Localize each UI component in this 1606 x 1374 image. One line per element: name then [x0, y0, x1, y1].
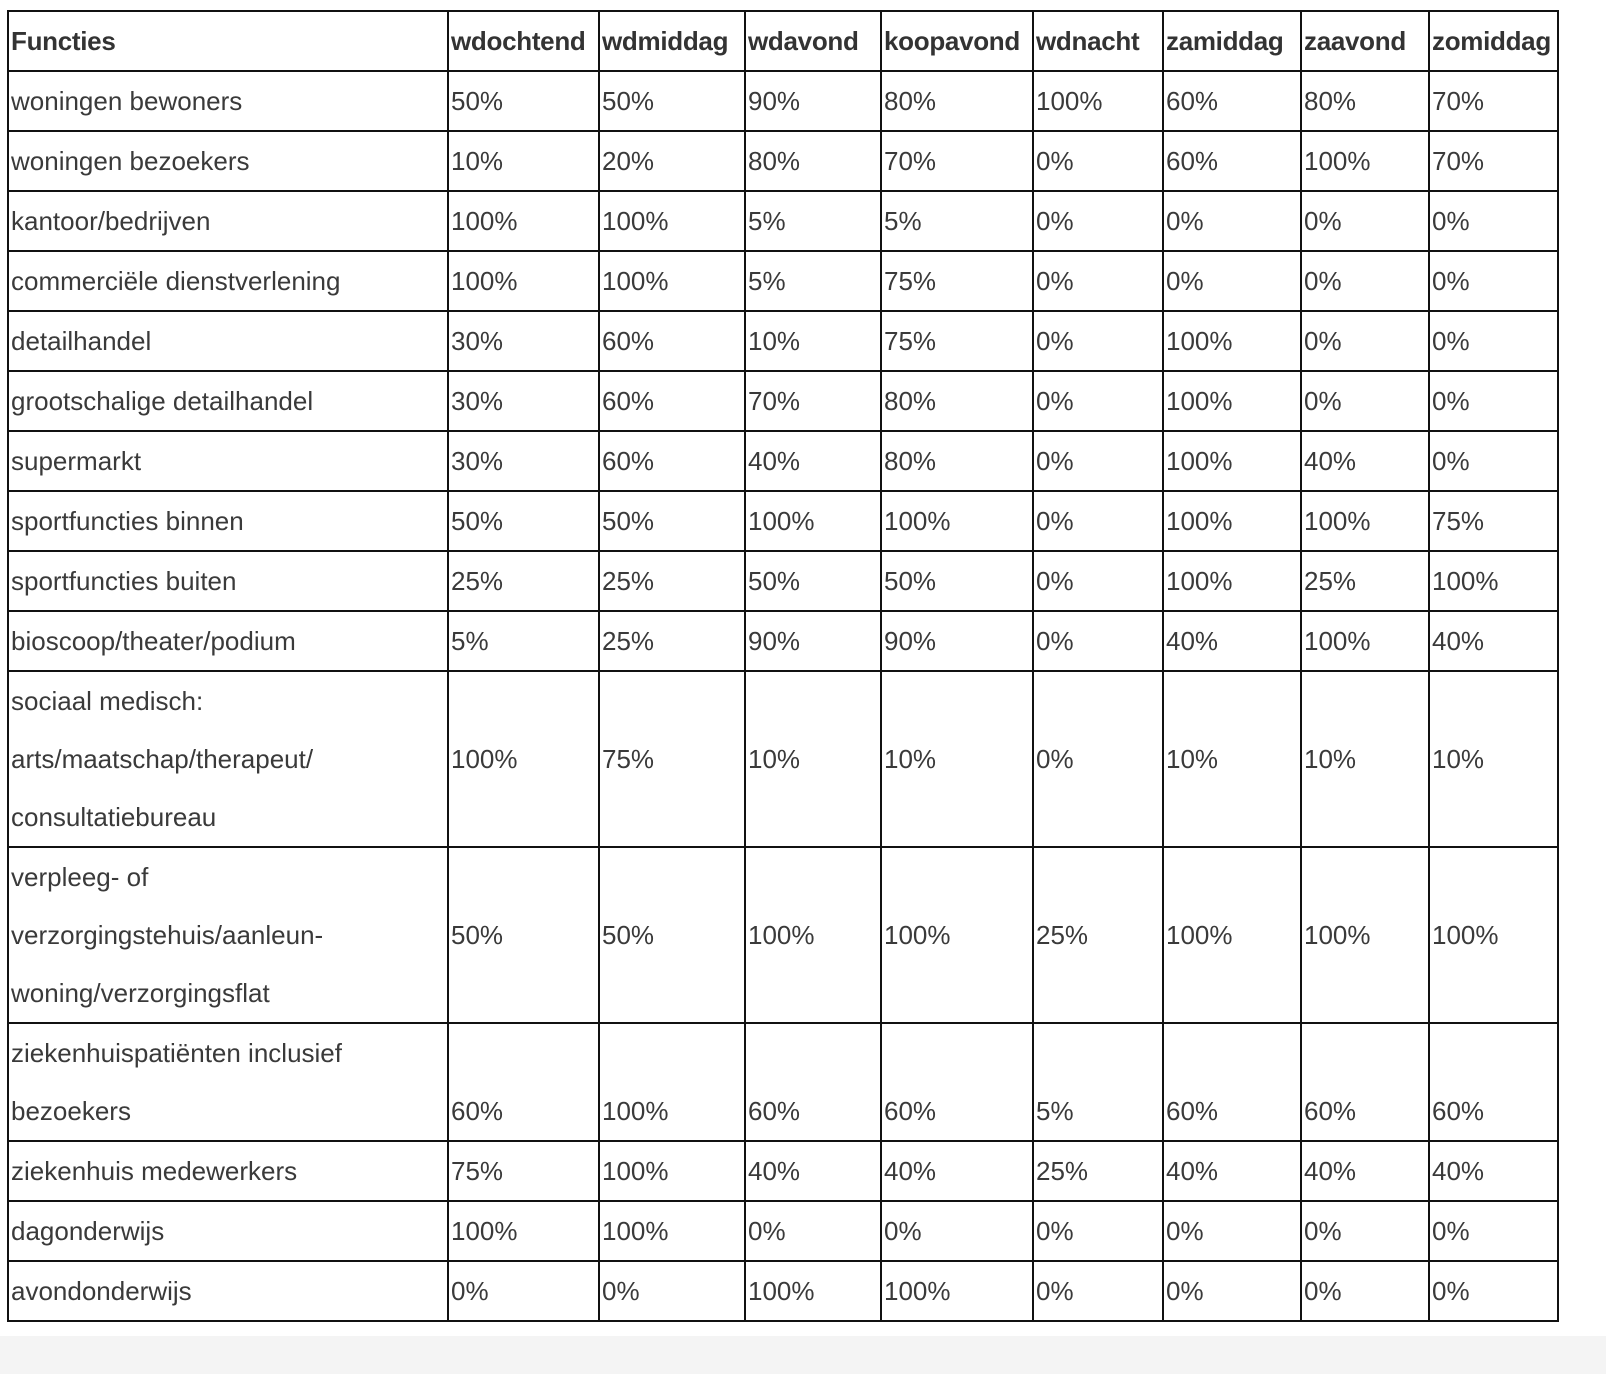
cell-wdochtend: 10% — [448, 131, 599, 191]
cell-zomiddag: 0% — [1429, 251, 1558, 311]
cell-zaavond: 40% — [1301, 1141, 1429, 1201]
cell-wdnacht: 0% — [1033, 1261, 1163, 1321]
column-header-wdnacht: wdnacht — [1033, 11, 1163, 71]
cell-wdochtend: 5% — [448, 611, 599, 671]
table-row — [8, 491, 1558, 551]
cell-wdnacht: 0% — [1033, 311, 1163, 371]
row-label — [8, 371, 448, 431]
cell-wdochtend: 50% — [448, 71, 599, 131]
cell-zaavond: 0% — [1301, 371, 1429, 431]
column-header-zaavond: zaavond — [1301, 11, 1429, 71]
cell-zaavond: 100% — [1301, 611, 1429, 671]
cell-koopavond: 100% — [881, 1261, 1033, 1321]
row-label-line: ziekenhuispatiënten inclusief — [11, 1038, 342, 1068]
cell-wdavond: 100% — [745, 491, 881, 551]
cell-wdochtend: 100% — [448, 1201, 599, 1261]
cell-zamiddag: 100% — [1163, 847, 1301, 1023]
cell-wdavond: 100% — [745, 1261, 881, 1321]
cell-wdmiddag: 50% — [599, 847, 745, 1023]
cell-wdochtend: 30% — [448, 371, 599, 431]
cell-zomiddag: 60% — [1429, 1023, 1558, 1141]
cell-wdmiddag: 100% — [599, 1141, 745, 1201]
cell-wdmiddag: 100% — [599, 191, 745, 251]
cell-koopavond: 50% — [881, 551, 1033, 611]
cell-wdavond: 90% — [745, 71, 881, 131]
column-header-zomiddag: zomiddag — [1429, 11, 1558, 71]
row-label — [8, 611, 448, 671]
row-label-line: verpleeg- of — [11, 862, 149, 892]
cell-wdavond: 10% — [745, 311, 881, 371]
cell-wdochtend: 50% — [448, 491, 599, 551]
cell-zamiddag: 0% — [1163, 191, 1301, 251]
row-label — [8, 191, 448, 251]
cell-zomiddag: 0% — [1429, 431, 1558, 491]
cell-zomiddag: 40% — [1429, 611, 1558, 671]
cell-wdochtend: 0% — [448, 1261, 599, 1321]
cell-wdnacht: 0% — [1033, 491, 1163, 551]
cell-zamiddag: 100% — [1163, 371, 1301, 431]
cell-wdmiddag: 25% — [599, 551, 745, 611]
cell-koopavond: 0% — [881, 1201, 1033, 1261]
cell-wdmiddag: 0% — [599, 1261, 745, 1321]
cell-koopavond: 80% — [881, 371, 1033, 431]
cell-wdnacht: 0% — [1033, 251, 1163, 311]
table-row — [8, 311, 1558, 371]
row-label-line: detailhandel — [11, 326, 152, 356]
cell-zamiddag: 0% — [1163, 251, 1301, 311]
cell-zomiddag: 100% — [1429, 847, 1558, 1023]
cell-wdochtend: 30% — [448, 311, 599, 371]
row-label-line: sociaal medisch: — [11, 686, 204, 716]
table-row — [8, 1261, 1558, 1321]
cell-zaavond: 100% — [1301, 847, 1429, 1023]
cell-zamiddag: 10% — [1163, 671, 1301, 847]
column-header-functies: Functies — [8, 11, 448, 71]
cell-zaavond: 60% — [1301, 1023, 1429, 1141]
row-label — [8, 311, 448, 371]
cell-koopavond: 70% — [881, 131, 1033, 191]
cell-wdnacht: 0% — [1033, 671, 1163, 847]
cell-wdmiddag: 25% — [599, 611, 745, 671]
table-row — [8, 131, 1558, 191]
cell-wdochtend: 30% — [448, 431, 599, 491]
row-label-line: bioscoop/theater/podium — [11, 626, 296, 656]
cell-koopavond: 100% — [881, 847, 1033, 1023]
cell-wdnacht: 0% — [1033, 611, 1163, 671]
cell-wdmiddag: 100% — [599, 251, 745, 311]
cell-zomiddag: 0% — [1429, 311, 1558, 371]
cell-zamiddag: 0% — [1163, 1261, 1301, 1321]
cell-zaavond: 25% — [1301, 551, 1429, 611]
cell-wdnacht: 0% — [1033, 551, 1163, 611]
cell-zomiddag: 0% — [1429, 191, 1558, 251]
cell-wdavond: 40% — [745, 1141, 881, 1201]
column-header-wdavond: wdavond — [745, 11, 881, 71]
row-label-line: bezoekers — [11, 1096, 131, 1126]
row-label-line: verzorgingstehuis/aanleun- — [11, 920, 324, 950]
cell-koopavond: 75% — [881, 311, 1033, 371]
row-label — [8, 431, 448, 491]
cell-zomiddag: 70% — [1429, 131, 1558, 191]
table-row — [8, 611, 1558, 671]
cell-koopavond: 80% — [881, 431, 1033, 491]
row-label — [8, 251, 448, 311]
cell-zaavond: 80% — [1301, 71, 1429, 131]
cell-zamiddag: 60% — [1163, 71, 1301, 131]
cell-wdmiddag: 50% — [599, 491, 745, 551]
cell-zomiddag: 10% — [1429, 671, 1558, 847]
cell-wdnacht: 25% — [1033, 1141, 1163, 1201]
table-row — [8, 671, 1558, 847]
cell-wdnacht: 5% — [1033, 1023, 1163, 1141]
cell-zamiddag: 100% — [1163, 311, 1301, 371]
cell-zomiddag: 0% — [1429, 1261, 1558, 1321]
row-label-line: dagonderwijs — [11, 1216, 165, 1246]
cell-wdmiddag: 60% — [599, 371, 745, 431]
cell-zomiddag: 75% — [1429, 491, 1558, 551]
cell-zaavond: 0% — [1301, 311, 1429, 371]
cell-wdochtend: 100% — [448, 251, 599, 311]
cell-zomiddag: 0% — [1429, 1201, 1558, 1261]
cell-wdmiddag: 60% — [599, 431, 745, 491]
cell-wdnacht: 0% — [1033, 431, 1163, 491]
cell-wdmiddag: 50% — [599, 71, 745, 131]
table-row — [8, 191, 1558, 251]
cell-zomiddag: 40% — [1429, 1141, 1558, 1201]
column-header-koopavond: koopavond — [881, 11, 1033, 71]
cell-zaavond: 100% — [1301, 131, 1429, 191]
cell-wdmiddag: 100% — [599, 1023, 745, 1141]
cell-wdochtend: 50% — [448, 847, 599, 1023]
cell-wdavond: 5% — [745, 251, 881, 311]
cell-wdavond: 90% — [745, 611, 881, 671]
column-header-wdochtend: wdochtend — [448, 11, 599, 71]
row-label — [8, 1141, 448, 1201]
cell-wdavond: 40% — [745, 431, 881, 491]
row-label — [8, 1201, 448, 1261]
table-row — [8, 1201, 1558, 1261]
row-label — [8, 71, 448, 131]
cell-zaavond: 0% — [1301, 251, 1429, 311]
cell-zamiddag: 100% — [1163, 551, 1301, 611]
cell-wdavond: 60% — [745, 1023, 881, 1141]
row-label — [8, 671, 448, 847]
cell-koopavond: 75% — [881, 251, 1033, 311]
row-label — [8, 847, 448, 1023]
row-label — [8, 491, 448, 551]
cell-wdavond: 80% — [745, 131, 881, 191]
table-row — [8, 551, 1558, 611]
cell-koopavond: 5% — [881, 191, 1033, 251]
cell-wdmiddag: 100% — [599, 1201, 745, 1261]
row-label — [8, 131, 448, 191]
table-row — [8, 1141, 1558, 1201]
cell-koopavond: 90% — [881, 611, 1033, 671]
cell-zamiddag: 40% — [1163, 1141, 1301, 1201]
cell-zaavond: 100% — [1301, 491, 1429, 551]
table-row — [8, 251, 1558, 311]
cell-wdnacht: 0% — [1033, 131, 1163, 191]
cell-wdnacht: 0% — [1033, 191, 1163, 251]
cell-koopavond: 40% — [881, 1141, 1033, 1201]
row-label-line: avondonderwijs — [11, 1276, 192, 1306]
column-header-wdmiddag: wdmiddag — [599, 11, 745, 71]
cell-zamiddag: 100% — [1163, 491, 1301, 551]
cell-wdmiddag: 75% — [599, 671, 745, 847]
table-row — [8, 1023, 1558, 1141]
table-row — [8, 847, 1558, 1023]
cell-wdochtend: 25% — [448, 551, 599, 611]
cell-zamiddag: 60% — [1163, 131, 1301, 191]
cell-wdavond: 0% — [745, 1201, 881, 1261]
cell-zamiddag: 60% — [1163, 1023, 1301, 1141]
cell-koopavond: 10% — [881, 671, 1033, 847]
cell-zomiddag: 0% — [1429, 371, 1558, 431]
cell-wdochtend: 60% — [448, 1023, 599, 1141]
row-label-line: sportfuncties buiten — [11, 566, 237, 596]
parking-presence-table — [7, 10, 1559, 1322]
cell-wdavond: 10% — [745, 671, 881, 847]
row-label-line: arts/maatschap/therapeut/ — [11, 744, 314, 774]
cell-zaavond: 0% — [1301, 191, 1429, 251]
row-label — [8, 551, 448, 611]
cell-koopavond: 60% — [881, 1023, 1033, 1141]
cell-wdnacht: 25% — [1033, 847, 1163, 1023]
cell-zaavond: 0% — [1301, 1261, 1429, 1321]
cell-wdmiddag: 60% — [599, 311, 745, 371]
page-bottom-margin — [0, 1336, 1606, 1374]
cell-wdavond: 5% — [745, 191, 881, 251]
row-label-line: woning/verzorgingsflat — [11, 978, 270, 1008]
cell-wdmiddag: 20% — [599, 131, 745, 191]
row-label-line: woningen bezoekers — [11, 146, 250, 176]
cell-koopavond: 100% — [881, 491, 1033, 551]
row-label-line: commerciële dienstverlening — [11, 266, 341, 296]
row-label-line: ziekenhuis medewerkers — [11, 1156, 298, 1186]
row-label-line: grootschalige detailhandel — [11, 386, 314, 416]
cell-zamiddag: 40% — [1163, 611, 1301, 671]
table-row — [8, 71, 1558, 131]
column-header-zamiddag: zamiddag — [1163, 11, 1301, 71]
cell-zaavond: 10% — [1301, 671, 1429, 847]
row-label-line: sportfuncties binnen — [11, 506, 244, 536]
cell-wdavond: 50% — [745, 551, 881, 611]
cell-zamiddag: 0% — [1163, 1201, 1301, 1261]
table-body — [8, 71, 1558, 1321]
cell-wdochtend: 100% — [448, 191, 599, 251]
cell-zamiddag: 100% — [1163, 431, 1301, 491]
cell-wdavond: 100% — [745, 847, 881, 1023]
cell-wdnacht: 0% — [1033, 371, 1163, 431]
row-label-line: consultatiebureau — [11, 802, 217, 832]
row-label-line: supermarkt — [11, 446, 142, 476]
cell-zaavond: 0% — [1301, 1201, 1429, 1261]
row-label-line: kantoor/bedrijven — [11, 206, 211, 236]
row-label-line: woningen bewoners — [11, 86, 243, 116]
cell-wdochtend: 75% — [448, 1141, 599, 1201]
row-label — [8, 1023, 448, 1141]
cell-koopavond: 80% — [881, 71, 1033, 131]
header-row — [8, 11, 1558, 71]
cell-wdochtend: 100% — [448, 671, 599, 847]
table-row — [8, 431, 1558, 491]
cell-zomiddag: 70% — [1429, 71, 1558, 131]
table-row — [8, 371, 1558, 431]
cell-wdnacht: 100% — [1033, 71, 1163, 131]
cell-zaavond: 40% — [1301, 431, 1429, 491]
cell-wdnacht: 0% — [1033, 1201, 1163, 1261]
cell-wdavond: 70% — [745, 371, 881, 431]
cell-zomiddag: 100% — [1429, 551, 1558, 611]
row-label — [8, 1261, 448, 1321]
